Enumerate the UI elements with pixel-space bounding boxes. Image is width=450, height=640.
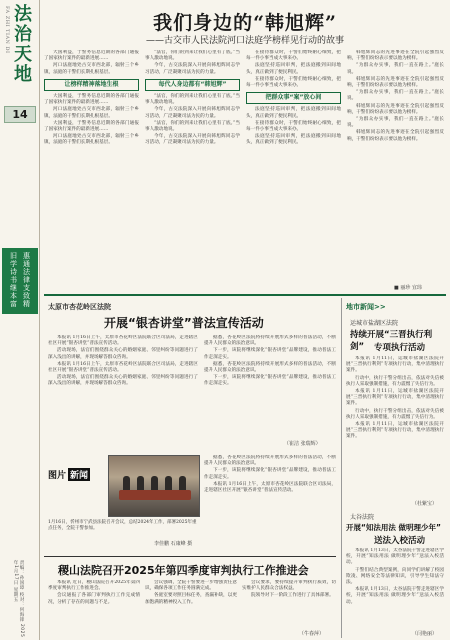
paragraph: 河口法庭地处古交市西北部，辐射三个乡镇，法庭的干警们长期扎根基层。 [44,134,139,146]
photo-caption [48,520,198,532]
paragraph: 在接待群众时，干警们始终耐心细致，把每一件小事当成大事来办。 [246,50,341,62]
paragraph: 大国利益，于警务信息近期的各部门通报了国家执行案件的最新进展…… [44,94,139,106]
paragraph: “为群众办实事，我们一直在路上。”庭长说。 [347,63,444,75]
item2-title-line1: 开展“知法用法 做明理少年” [346,523,441,532]
right-column-divider [341,298,342,638]
paragraph: 大国利益，于警务信息近期的各部门通报了国家执行案件的最新进展…… [44,120,139,133]
item1-region: 运城市盐湖区法院 [350,320,399,327]
item1-body [346,356,444,498]
paragraph: 大国利益，于警务信息近期的各部门通报了国家执行案件的最新进展…… [44,50,139,62]
paragraph: 下一步，该院将继续深化“银杏讲堂”品牌建设，推动普法工作走深走实。 [204,348,336,360]
top-article-col-2 [145,50,240,280]
slogan-box [2,248,38,314]
paragraph: 今年，古交法院深入开展向韩旭辉同志学习活动，广泛凝聚司法为民的力量。 [145,63,240,75]
paragraph: 干警们结合典型案例，向同学们讲解了校园欺凌、网络安全等法律知识，引导学生知法守法。 [346,567,444,586]
photo-caption-text: 1月16日，忻州市宁武县法院召开会议，总结2024年工作，部署2025年重点任务，全院干警参加。 [48,520,197,531]
paragraph: 活动现场，法官们围绕群众关心的婚姻家庭、邻里纠纷等问题进行了深入浅出的讲解，并现场解答群众咨询。 [48,375,198,387]
paragraph: 本报讯 1月11日，运城市盐湖区法院开展“三晋执行利剑”专项执行行动，集中清理执行案件。 [346,422,444,440]
paragraph: 下一步，该院将继续深化“银杏讲堂”品牌建设，推动普法工作走深走实。 [204,468,336,480]
paragraph: 韩旭辉同志的先进事迹在全院引起强烈反响，干警们纷纷表示要以他为榜样。 [347,76,444,89]
local-news-label: 地市新闻>> [346,303,386,311]
paragraph: 会议通报了各部门审判执行工作完成情况，分析了存在的问题与不足。 [48,593,140,605]
item2-title-line2: 送法入校活动 [374,536,426,546]
paragraph: 韩旭辉同志的先进事迹在全院引起强烈反响，干警们纷纷表示要以他为榜样。 [347,103,444,115]
headline-subtitle: ——古交市人民法院河口法庭学榜样见行动的故事 [145,36,344,46]
slogan-line: 旧学诗书继本富 [9,252,18,308]
photo-news-tag-bold: 新闻 [68,468,90,481]
paragraph: 据悉，杏花岭区法院将持续开展形式多样的普法活动，不断提升人民群众的法治意识。 [204,455,336,467]
paragraph: 本报讯 1月11日，运城市盐湖区法院开展“三晋执行利剑”专项执行行动，集中清理执行案件。 [346,356,444,374]
meeting-photo [108,455,200,517]
paragraph: 在接待群众时，干警们始终耐心细致，把每一件小事当成大事来办。 [246,76,341,89]
paragraph: 据悉，杏花岭区法院将持续开展形式多样的普法活动，不断提升人民群众的法治意识。 [204,361,336,374]
paragraph: 今年，古交法院深入开展向韩旭辉同志学习活动，广泛凝聚司法为民的力量。 [145,134,240,146]
paragraph: 本报讯 近日，稷山法院召开2025年第四季度审判执行工作推进会。 [48,580,140,592]
top-article-author: ■ 丽珍 宜玮 [394,285,422,291]
mid-article-col-2 [204,335,336,447]
paragraph: 本报讯 1月13日，太谷法院干警走进辖区学校，开展“知法用法 做明理少年”送法入校活动。 [346,548,444,566]
paragraph: 本报讯 1月16日上午，太原市杏花岭区法院联合区司法局，走进辖区社区开展“银杏讲堂”普法宣传活动。 [204,481,336,494]
bottom-article-col-1 [48,580,140,636]
bottom-article-title: 稷山法院召开2025年第四季度审判执行工作推进会 [58,564,309,577]
paragraph: “为群众办实事，我们一直在路上。”庭长说。 [347,117,444,129]
paragraph: 会议强调，全院干警要进一步增强责任意识，确保各项工作任务圆满完成。 [145,580,237,592]
paragraph: 院领导对下一阶段工作进行了具体部署。 [251,593,334,599]
paragraph: 本报讯 1月16日上午，太原市杏花岭区法院联合区司法局，走进辖区社区开展“银杏讲堂”普法宣传活动。 [48,335,198,347]
page-meta: 责编：孙国璋 校对：何海锋 2025年1月17日 星期五 [13,560,24,638]
paragraph: 韩旭辉同志的先进事迹在全院引起强烈反响，干警们纷纷表示要以他为榜样。 [347,50,444,62]
top-article-col-3 [246,50,341,280]
paragraph: “为群众办实事，我们一直在路上。”庭长说。 [347,90,444,102]
paragraph: 在接待群众时，干警们始终耐心细致，把每一件小事当成大事来办。 [246,120,341,133]
paragraph: 活动现场，法官们围绕群众关心的婚姻家庭、邻里纠纷等问题进行了深入浅出的讲解，并现场解答群众咨询。 [48,348,198,360]
paragraph: 会议要求，要持续提升审判执行质效，切实维护人民群众合法权益。 [242,580,336,592]
top-article-col-1 [44,50,139,280]
paragraph: 法庭坚持巡回审判，把法庭搬到田间地头，真正做到了便民利民。 [246,134,341,146]
top-article-subhead: 把群众事“案”放心间 [246,92,341,104]
paragraph: 下一步，该院将继续深化“银杏讲堂”品牌建设，推动普法工作走深走实。 [204,375,336,387]
mid-article-col-1 [48,335,198,447]
paragraph: 本报讯 1月13日，太谷法院干警走进辖区学校，开展“知法用法 做明理少年”送法入校活动。 [346,587,444,605]
paragraph: “法官，你们的到来让我们心里有了底。”当事人激动地说。 [145,120,240,133]
bottom-divider [44,556,336,557]
paragraph: 法庭坚持巡回审判，把法庭搬到田间地头，真正做到了便民利民。 [246,63,341,75]
headline: 我们身边的“韩旭辉” [153,12,337,34]
paragraph: 韩旭辉同志的先进事迹在全院引起强烈反响，干警们纷纷表示要以他为榜样。 [347,130,444,142]
photo-author: 李佳鹏 石康峰 摄 [154,541,193,547]
item2-author: （闫艳丽） [412,631,438,637]
section-sidebar [0,0,40,640]
paragraph: “法官，你们的到来让我们心里有了底。”当事人激动地说。 [145,94,240,106]
section-english-name: FA ZHI TIAN DI [4,6,10,54]
paragraph: 河口法庭地处古交市西北部，辐射三个乡镇，法庭的干警们长期扎根基层。 [44,107,139,119]
slogan-line: 惠通法律支致精 [22,252,31,308]
photo-news-tag [48,468,90,481]
mid-article-continuation [204,455,336,550]
item1-title-line2: 专项执行活动 [374,343,426,353]
main-content [44,0,446,640]
paragraph: 行动中，执行干警分组出击，依法对失信被执行人采取强制措施，有力震慑了失信行为。 [346,408,444,420]
item2-region: 太谷法院 [350,514,375,521]
paragraph: 据悉，杏花岭区法院将持续开展形式多样的普法活动，不断提升人民群众的法治意识。 [204,335,336,347]
top-article-subhead: 每代人身边都有“韩旭辉” [145,79,240,91]
item1-title-line1: 持续开展“三晋执行利剑” [350,330,433,352]
paragraph: 各庭室要对照目标任务，查漏补缺，以更加饱满的精神投入工作。 [145,593,237,605]
mid-article-author: （崔洁 张瑞辉） [284,441,321,447]
paragraph: 今年，古交法院深入开展向韩旭辉同志学习活动，广泛凝聚司法为民的力量。 [145,107,240,119]
bottom-article-col-2 [145,580,237,636]
paragraph: 本报讯 1月16日上午，太原市杏花岭区法院联合区司法局，走进辖区社区开展“银杏讲堂”普法宣传活动。 [48,361,198,374]
item1-author: （杜紫宝） [412,501,438,507]
paragraph: 行动中，执行干警分组出击，依法对失信被执行人采取强制措施，有力震慑了失信行为。 [346,375,444,387]
page-number: 14 [4,106,36,123]
paragraph: 法庭坚持巡回审判，把法庭搬到田间地头，真正做到了便民利民。 [246,107,341,119]
photo-news-tag-text: 图片 [48,471,67,481]
top-article-col-4 [347,50,444,280]
section-title: 法治天地 [11,4,32,84]
paragraph: 河口法庭地处古交市西北部，辐射三个乡镇，法庭的干警们长期扎根基层。 [44,63,139,75]
paragraph: “法官，你们的到来让我们心里有了底。”当事人激动地说。 [145,50,240,62]
section-divider [44,294,446,296]
bottom-article-author: （牛春萍） [299,631,325,637]
item2-body [346,548,444,630]
paragraph: 本报讯 1月11日，运城市盐湖区法院开展“三晋执行利剑”专项执行行动，集中清理执行案件。 [346,389,444,407]
top-article-subhead: 让榜样精神落地生根 [44,79,139,91]
bottom-article-col-3 [242,580,336,630]
mid-article-region: 太原市杏花岭区法院 [48,303,111,311]
mid-article-title: 开展“银杏讲堂”普法宣传活动 [104,316,264,330]
